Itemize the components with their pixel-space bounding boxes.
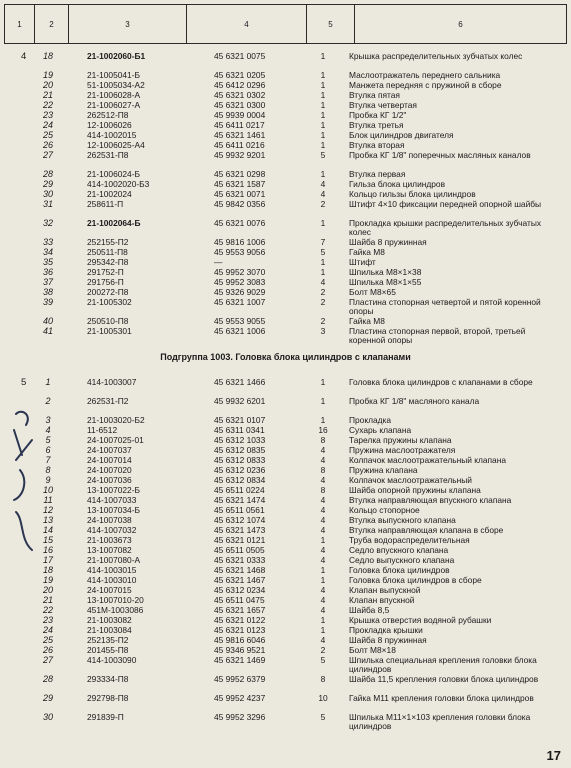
catalog-code: 45 9816 1006 xyxy=(214,237,266,247)
quantity: 4 xyxy=(320,635,326,645)
quantity: 4 xyxy=(320,179,326,189)
position-number: 26 xyxy=(42,645,53,655)
position-number: 10 xyxy=(42,485,53,495)
position-number: 14 xyxy=(42,525,53,535)
catalog-code: 45 9346 9521 xyxy=(214,645,266,655)
position-number: 2 xyxy=(45,396,51,406)
catalog-code: 45 9952 3083 xyxy=(214,277,266,287)
quantity: 1 xyxy=(320,70,326,80)
part-number: 24-1007036 xyxy=(87,475,132,485)
position-number: 25 xyxy=(42,130,53,140)
part-number: 21-1003673 xyxy=(87,535,132,545)
part-number: 21-1005301 xyxy=(87,326,132,336)
header-col-2: 2 xyxy=(35,5,69,43)
quantity: 4 xyxy=(320,605,326,615)
quantity: 8 xyxy=(320,485,326,495)
part-name: Втулка четвертая xyxy=(349,100,417,110)
position-number: 18 xyxy=(42,565,53,575)
part-number: 293334-П8 xyxy=(87,674,129,684)
part-name: Прокладка xyxy=(349,415,392,425)
position-number: 29 xyxy=(42,179,53,189)
position-number: 15 xyxy=(42,535,53,545)
position-number: 19 xyxy=(42,70,53,80)
catalog-code: 45 6321 1587 xyxy=(214,179,266,189)
position-number: 26 xyxy=(42,140,53,150)
part-name: Втулка первая xyxy=(349,169,406,179)
quantity: 4 xyxy=(320,277,326,287)
part-name: Шайба опорной пружины клапана xyxy=(349,485,481,495)
quantity: 8 xyxy=(320,674,326,684)
catalog-code: 45 6511 0475 xyxy=(214,595,265,605)
position-number: 6 xyxy=(45,445,51,455)
quantity: 1 xyxy=(320,80,326,90)
quantity: 1 xyxy=(320,615,326,625)
quantity: 1 xyxy=(320,169,326,179)
part-number: 21-1006028-А xyxy=(87,90,141,100)
subgroup-title: Подгруппа 1003. Головка блока цилиндров с клапанами xyxy=(160,352,411,362)
catalog-code: 45 6321 0076 xyxy=(214,218,266,228)
part-number: 292798-П8 xyxy=(87,693,129,703)
part-number: 51-1005034-А2 xyxy=(87,80,145,90)
part-name: Колпачок маслоотражательный клапана xyxy=(349,455,507,465)
quantity: 4 xyxy=(320,515,326,525)
position-number: 19 xyxy=(42,575,53,585)
position-number: 7 xyxy=(45,455,51,465)
part-name: Головка блока цилиндров xyxy=(349,565,450,575)
position-number: 8 xyxy=(45,465,51,475)
part-number: 414-1003007 xyxy=(87,377,137,387)
part-number: 262512-П8 xyxy=(87,110,129,120)
part-name: Кольцо гильзы блока цилиндров xyxy=(349,189,476,199)
part-name: Шпилька М11×1×103 крепления головки блока цилиндров xyxy=(349,712,531,731)
part-number: 414-1002015 xyxy=(87,130,137,140)
part-name: Головка блока цилиндров в сборе xyxy=(349,575,482,585)
part-name: Гайка М8 xyxy=(349,247,385,257)
part-number: 451М-1003086 xyxy=(87,605,144,615)
part-name: Колпачок маслоотражательный xyxy=(349,475,472,485)
quantity: 5 xyxy=(320,247,326,257)
position-number: 33 xyxy=(42,237,53,247)
part-name: Труба водораспределительная xyxy=(349,535,470,545)
part-name: Прокладка крышки xyxy=(349,625,423,635)
catalog-code: 45 9932 6201 xyxy=(214,396,266,406)
part-name: Пробка КГ 1/8" масляного канала xyxy=(349,396,480,406)
catalog-code: 45 6321 1657 xyxy=(214,605,266,615)
position-number: 22 xyxy=(42,100,53,110)
part-number: 414-1003090 xyxy=(87,655,137,665)
catalog-code: 45 9952 3070 xyxy=(214,267,266,277)
position-number: 38 xyxy=(42,287,53,297)
position-number: 5 xyxy=(45,435,51,445)
part-name: Пластина стопорная четвертой и пятой коренной опоры xyxy=(349,297,541,316)
catalog-code: 45 6321 1468 xyxy=(214,565,266,575)
part-name: Маслоотражатель переднего сальника xyxy=(349,70,501,80)
catalog-code: 45 6321 1461 xyxy=(214,130,266,140)
catalog-code: 45 6412 0296 xyxy=(214,80,266,90)
catalog-code: 45 6312 1074 xyxy=(214,515,266,525)
part-name: Клапан впускной xyxy=(349,595,415,605)
part-number: 13-1007022-Б xyxy=(87,485,140,495)
part-name: Втулка выпускного клапана xyxy=(349,515,456,525)
part-name: Шпилька М8×1×55 xyxy=(349,277,422,287)
quantity: 1 xyxy=(320,100,326,110)
catalog-code: — xyxy=(214,257,223,267)
quantity: 1 xyxy=(320,130,326,140)
quantity: 4 xyxy=(320,545,326,555)
quantity: 1 xyxy=(320,218,326,228)
catalog-code: 45 9816 6046 xyxy=(214,635,266,645)
quantity: 4 xyxy=(320,445,326,455)
part-number: 13-1007034-Б xyxy=(87,505,140,515)
part-name: Пластина стопорная первой, второй, третьей коренной опоры xyxy=(349,326,526,345)
part-number: 262531-П2 xyxy=(87,396,129,406)
position-number: 36 xyxy=(42,267,53,277)
position-number: 37 xyxy=(42,277,53,287)
part-name: Кольцо стопорное xyxy=(349,505,420,515)
part-number: 252135-П2 xyxy=(87,635,129,645)
catalog-code: 45 6312 1033 xyxy=(214,435,266,445)
group-number: 5 xyxy=(21,377,27,388)
position-number: 30 xyxy=(42,712,53,722)
catalog-code: 45 9932 9201 xyxy=(214,150,266,160)
catalog-code: 45 6511 0505 xyxy=(214,545,265,555)
part-name: Втулка направляющая впускного клапана xyxy=(349,495,512,505)
position-number: 27 xyxy=(42,655,53,665)
part-number: 21-1003082 xyxy=(87,615,132,625)
part-name: Шайба 8 пружинная xyxy=(349,237,427,247)
quantity: 2 xyxy=(320,297,326,307)
part-number: 21-1003084 xyxy=(87,625,132,635)
quantity: 7 xyxy=(320,237,326,247)
position-number: 31 xyxy=(42,199,53,209)
quantity: 1 xyxy=(320,110,326,120)
position-number: 13 xyxy=(42,515,53,525)
quantity: 5 xyxy=(320,712,326,722)
catalog-code: 45 6321 0121 xyxy=(214,535,266,545)
catalog-code: 45 9326 9029 xyxy=(214,287,266,297)
position-number: 27 xyxy=(42,150,53,160)
part-number: 21-1006027-А xyxy=(87,100,141,110)
part-name: Штифт 4×10 фиксации передней опорной шайбы xyxy=(349,199,542,209)
part-name: Крышка отверстия водяной рубашки xyxy=(349,615,492,625)
part-name: Втулка третья xyxy=(349,120,404,130)
part-name: Пробка КГ 1/8" поперечных масляных каналов xyxy=(349,150,531,160)
part-name: Прокладка крышки распределительных зубчатых колес xyxy=(349,218,542,237)
quantity: 2 xyxy=(320,645,326,655)
catalog-code: 45 6321 0302 xyxy=(214,90,266,100)
position-number: 4 xyxy=(45,425,51,435)
catalog-code: 45 9939 0004 xyxy=(214,110,266,120)
position-number: 17 xyxy=(42,555,53,565)
quantity: 1 xyxy=(320,396,326,406)
part-number: 258611-П xyxy=(87,199,124,209)
position-number: 16 xyxy=(42,545,53,555)
part-name: Сухарь клапана xyxy=(349,425,412,435)
position-number: 21 xyxy=(42,595,53,605)
part-name: Болт М8×18 xyxy=(349,645,396,655)
part-number: 24-1007038 xyxy=(87,515,132,525)
catalog-code: 45 6321 0205 xyxy=(214,70,266,80)
part-number: 414-1003015 xyxy=(87,565,137,575)
position-number: 11 xyxy=(43,495,53,505)
part-name: Шайба 8 пружинная xyxy=(349,635,427,645)
catalog-code: 45 6321 0298 xyxy=(214,169,266,179)
part-number: 252155-П2 xyxy=(87,237,129,247)
position-number: 24 xyxy=(42,120,53,130)
part-name: Седло впускного клапана xyxy=(349,545,449,555)
quantity: 8 xyxy=(320,465,326,475)
part-name: Клапан выпускной xyxy=(349,585,421,595)
catalog-code: 45 9952 4237 xyxy=(214,693,266,703)
position-number: 9 xyxy=(45,475,51,485)
part-number: 24-1007020 xyxy=(87,465,132,475)
part-number: 262531-П8 xyxy=(87,150,129,160)
part-name: Пробка КГ 1/2" xyxy=(349,110,407,120)
position-number: 28 xyxy=(42,169,53,179)
part-name: Втулка направляющая клапана в сборе xyxy=(349,525,504,535)
part-number: 21-1007080-А xyxy=(87,555,141,565)
catalog-code: 45 6321 0123 xyxy=(214,625,266,635)
quantity: 2 xyxy=(320,316,326,326)
quantity: 1 xyxy=(320,90,326,100)
part-name: Шайба 8,5 xyxy=(349,605,390,615)
header-col-6: 6 xyxy=(458,19,463,29)
part-number: 24-1007025-01 xyxy=(87,435,144,445)
catalog-code: 45 6321 0122 xyxy=(214,615,266,625)
page-number: 17 xyxy=(546,748,561,763)
quantity: 4 xyxy=(320,555,326,565)
quantity: 4 xyxy=(320,455,326,465)
part-name: Втулка вторая xyxy=(349,140,405,150)
catalog-code: 45 9553 9055 xyxy=(214,316,266,326)
catalog-code: 45 6321 1473 xyxy=(214,525,266,535)
catalog-code: 45 6312 0234 xyxy=(214,585,266,595)
catalog-code: 45 9553 9056 xyxy=(214,247,266,257)
catalog-code: 45 6321 1474 xyxy=(214,495,266,505)
part-number: 21-1003020-Б2 xyxy=(87,415,145,425)
handwritten-note xyxy=(2,400,42,560)
quantity: 1 xyxy=(320,575,326,585)
quantity: 1 xyxy=(320,51,326,61)
catalog-code: 45 6311 0341 xyxy=(214,425,265,435)
part-name: Гильза блока цилиндров xyxy=(349,179,446,189)
catalog-code: 45 6312 0236 xyxy=(214,465,266,475)
catalog-code: 45 9952 6379 xyxy=(214,674,266,684)
quantity: 8 xyxy=(320,435,326,445)
part-number: 414-1002020-Б3 xyxy=(87,179,150,189)
catalog-code: 45 6312 0833 xyxy=(214,455,266,465)
part-number: 13-1007010-20 xyxy=(87,595,144,605)
position-number: 35 xyxy=(42,257,53,267)
position-number: 29 xyxy=(42,693,53,703)
part-name: Гайка М11 крепления головки блока цилиндров xyxy=(349,693,534,703)
quantity: 4 xyxy=(320,189,326,199)
position-number: 1 xyxy=(45,377,51,387)
part-name: Тарелка пружины клапана xyxy=(349,435,452,445)
quantity: 1 xyxy=(320,140,326,150)
quantity: 1 xyxy=(320,625,326,635)
position-number: 12 xyxy=(42,505,53,515)
part-name: Втулка пятая xyxy=(349,90,400,100)
catalog-code: 45 6321 1006 xyxy=(214,326,266,336)
part-name: Болт М8×65 xyxy=(349,287,396,297)
quantity: 5 xyxy=(320,655,326,665)
header-col-1: 1 xyxy=(5,5,35,43)
part-name: Блок цилиндров двигателя xyxy=(349,130,454,140)
catalog-code: 45 6511 0224 xyxy=(214,485,265,495)
catalog-code: 45 6321 0071 xyxy=(214,189,266,199)
quantity: 2 xyxy=(320,287,326,297)
part-name: Крышка распределительных зубчатых колес xyxy=(349,51,523,61)
quantity: 2 xyxy=(320,199,326,209)
part-name: Головка блока цилиндров с клапанами в сборе xyxy=(349,377,533,387)
position-number: 22 xyxy=(42,605,53,615)
part-number: 414-1003010 xyxy=(87,575,137,585)
part-number: 21-1005041-Б xyxy=(87,70,140,80)
quantity: 10 xyxy=(318,693,328,703)
part-number: 295342-П8 xyxy=(87,257,129,267)
catalog-code: 45 6312 0835 xyxy=(214,445,266,455)
part-number: 250510-П8 xyxy=(87,316,129,326)
part-number: 291839-П xyxy=(87,712,124,722)
position-number: 30 xyxy=(42,189,53,199)
part-number: 24-1007014 xyxy=(87,455,132,465)
quantity: 1 xyxy=(320,565,326,575)
position-number: 23 xyxy=(42,110,53,120)
table-header xyxy=(4,4,567,44)
quantity: 1 xyxy=(320,415,326,425)
part-number: 250511-П8 xyxy=(87,247,128,257)
group-number: 4 xyxy=(21,51,27,62)
header-col-5: 5 xyxy=(307,5,355,43)
quantity: 4 xyxy=(320,595,326,605)
part-number: 21-1005302 xyxy=(87,297,132,307)
catalog-code: 45 9842 0356 xyxy=(214,199,266,209)
quantity: 1 xyxy=(320,267,326,277)
part-number: 21-1002024 xyxy=(87,189,132,199)
quantity: 1 xyxy=(320,120,326,130)
part-number: 13-1007082 xyxy=(87,545,132,555)
quantity: 1 xyxy=(320,377,326,387)
catalog-code: 45 6321 1467 xyxy=(214,575,266,585)
part-number: 414-1007033 xyxy=(87,495,137,505)
position-number: 18 xyxy=(42,51,53,61)
position-number: 23 xyxy=(42,615,53,625)
part-number: 201455-П8 xyxy=(87,645,129,655)
catalog-code: 45 9952 3296 xyxy=(214,712,266,722)
position-number: 21 xyxy=(42,90,53,100)
catalog-code: 45 6321 1469 xyxy=(214,655,266,665)
part-name: Пружина клапана xyxy=(349,465,418,475)
part-number: 200272-П8 xyxy=(87,287,129,297)
part-number: 414-1007032 xyxy=(87,525,137,535)
position-number: 39 xyxy=(42,297,53,307)
header-col-4: 4 xyxy=(187,5,307,43)
position-number: 41 xyxy=(42,326,53,336)
catalog-code: 45 6321 1007 xyxy=(214,297,266,307)
catalog-code: 45 6511 0561 xyxy=(214,505,265,515)
catalog-code: 45 6411 0217 xyxy=(214,120,265,130)
catalog-code: 45 6321 0333 xyxy=(214,555,266,565)
position-number: 3 xyxy=(45,415,51,425)
position-number: 24 xyxy=(42,625,53,635)
part-number: 291756-П xyxy=(87,277,124,287)
catalog-code: 45 6321 0107 xyxy=(214,415,266,425)
part-number: 291752-П xyxy=(87,267,124,277)
quantity: 1 xyxy=(320,535,326,545)
part-name: Гайка М8 xyxy=(349,316,385,326)
part-name: Штифт xyxy=(349,257,376,267)
part-number: 21-1006024-Б xyxy=(87,169,140,179)
quantity: 4 xyxy=(320,505,326,515)
position-number: 40 xyxy=(42,316,53,326)
catalog-code: 45 6321 1466 xyxy=(214,377,266,387)
part-number: 12-1006026 xyxy=(87,120,132,130)
part-name: Шайба 11,5 крепления головки блока цилиндров xyxy=(349,674,539,684)
catalog-code: 45 6321 0075 xyxy=(214,51,266,61)
quantity: 16 xyxy=(318,425,328,435)
quantity: 4 xyxy=(320,475,326,485)
part-number: 24-1007037 xyxy=(87,445,132,455)
position-number: 20 xyxy=(42,585,53,595)
part-number: 12-1006025-А4 xyxy=(87,140,145,150)
quantity: 4 xyxy=(320,525,326,535)
position-number: 32 xyxy=(42,218,53,228)
quantity: 1 xyxy=(320,257,326,267)
quantity: 3 xyxy=(320,326,326,336)
part-name: Шпилька специальная крепления головки блока цилиндров xyxy=(349,655,537,674)
header-col-3: 3 xyxy=(69,5,187,43)
part-number: 11-6512 xyxy=(87,425,118,435)
catalog-code: 45 6321 0300 xyxy=(214,100,266,110)
part-number: 21-1002060-Б1 xyxy=(87,51,146,61)
part-name: Седло выпускного клапана xyxy=(349,555,455,565)
catalog-code: 45 6411 0216 xyxy=(214,140,265,150)
quantity: 4 xyxy=(320,495,326,505)
position-number: 25 xyxy=(42,635,53,645)
part-number: 21-1002064-Б xyxy=(87,218,141,228)
catalog-code: 45 6312 0834 xyxy=(214,475,266,485)
position-number: 20 xyxy=(42,80,53,90)
quantity: 5 xyxy=(320,150,326,160)
position-number: 34 xyxy=(42,247,53,257)
position-number: 28 xyxy=(42,674,53,684)
part-name: Пружина маслоотражателя xyxy=(349,445,456,455)
part-number: 24-1007015 xyxy=(87,585,132,595)
part-name: Манжета передняя с пружиной в сборе xyxy=(349,80,502,90)
quantity: 4 xyxy=(320,585,326,595)
part-name: Шпилька М8×1×38 xyxy=(349,267,422,277)
